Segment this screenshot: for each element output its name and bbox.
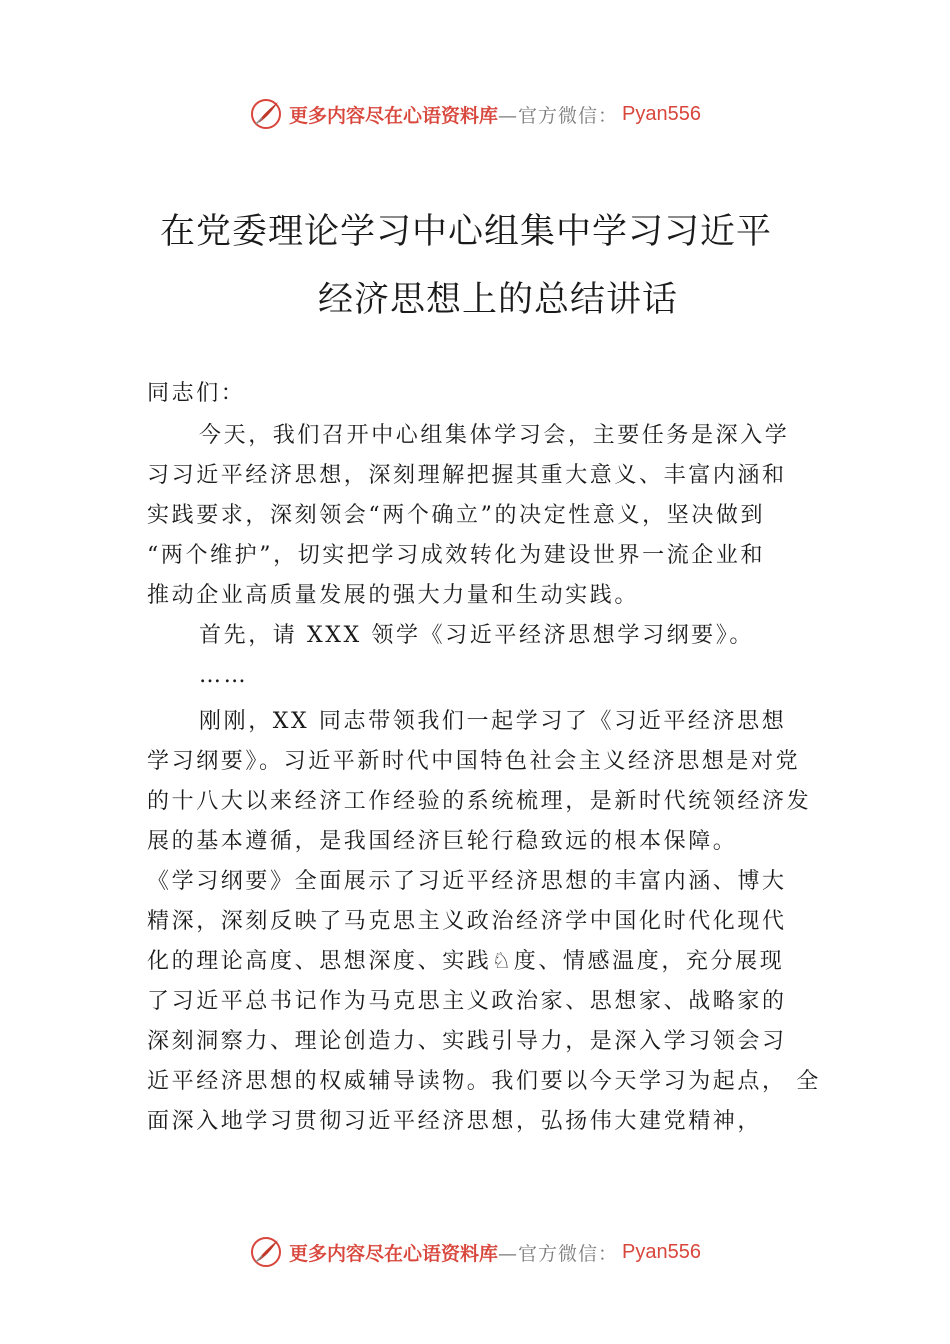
document-title-line-2: 经济思想上的总结讲话 [318,280,679,320]
ellipsis-line: …… [199,663,249,688]
paragraph-line: 面深入地学习贯彻习近平经济思想，弘扬伟大建党精神， [147,1109,763,1134]
banner-lead-text: 更多内容尽在心语资料库 [289,104,499,127]
banner-tail-text: —官方微信： [498,104,619,127]
paragraph-line: 深刻洞察力、理论创造力、实践引导力，是深入学习领会习 [147,1029,787,1054]
paragraph-line: 化的理论高度、思想深度、实践♘度、情感温度，充分展现 [147,949,785,974]
document-body [147,374,837,1134]
banner-wechat-id: Pyan556 [622,102,701,125]
paragraph-line: 学习纲要》。习近平新时代中国特色社会主义经济思想是对党 [147,749,801,774]
paragraph-line: 首先，请 XXX 领学《习近平经济思想学习纲要》。 [199,623,754,648]
paragraph-line: 近平经济思想的权威辅导读物。我们要以今天学习为起点， 全 [147,1069,821,1094]
quill-logo-icon [249,1235,283,1269]
watermark-banner-bottom [0,1232,950,1272]
paragraph-line: 展的基本遵循，是我国经济巨轮行稳致远的根本保障。 [147,829,738,854]
banner-lead-text: 更多内容尽在心语资料库 [289,1242,499,1265]
salutation: 同志们： [147,381,246,406]
banner-wechat-id: Pyan556 [622,1240,701,1263]
watermark-banner-top [0,94,950,134]
paragraph-line: 习习近平经济思想，深刻理解把握其重大意义、丰富内涵和 [147,463,787,488]
document-title-line-1: 在党委理论学习中心组集中学习习近平 [160,212,773,252]
paragraph-line: 今天，我们召开中心组集体学习会，主要任务是深入学 [199,423,790,448]
paragraph-line: 《学习纲要》全面展示了习近平经济思想的丰富内涵、博大 [147,869,787,894]
banner-tail-text: —官方微信： [498,1242,619,1265]
paragraph-line: 的十八大以来经济工作经验的系统梳理，是新时代统领经济发 [147,789,812,814]
paragraph-line: 实践要求，深刻领会“两个确立”的决定性意义，坚决做到 [147,503,766,528]
paragraph-line: 了习近平总书记作为马克思主义政治家、思想家、战略家的 [147,989,787,1014]
paragraph-line: “两个维护”，切实把学习成效转化为建设世界一流企业和 [147,543,766,568]
paragraph-line: 推动企业高质量发展的强大力量和生动实践。 [147,583,640,608]
quill-logo-icon [249,97,283,131]
paragraph-line: 精深，深刻反映了马克思主义政治经济学中国化时代化现代 [147,909,787,934]
paragraph-line: 刚刚，XX 同志带领我们一起学习了《习近平经济思想 [199,709,787,734]
